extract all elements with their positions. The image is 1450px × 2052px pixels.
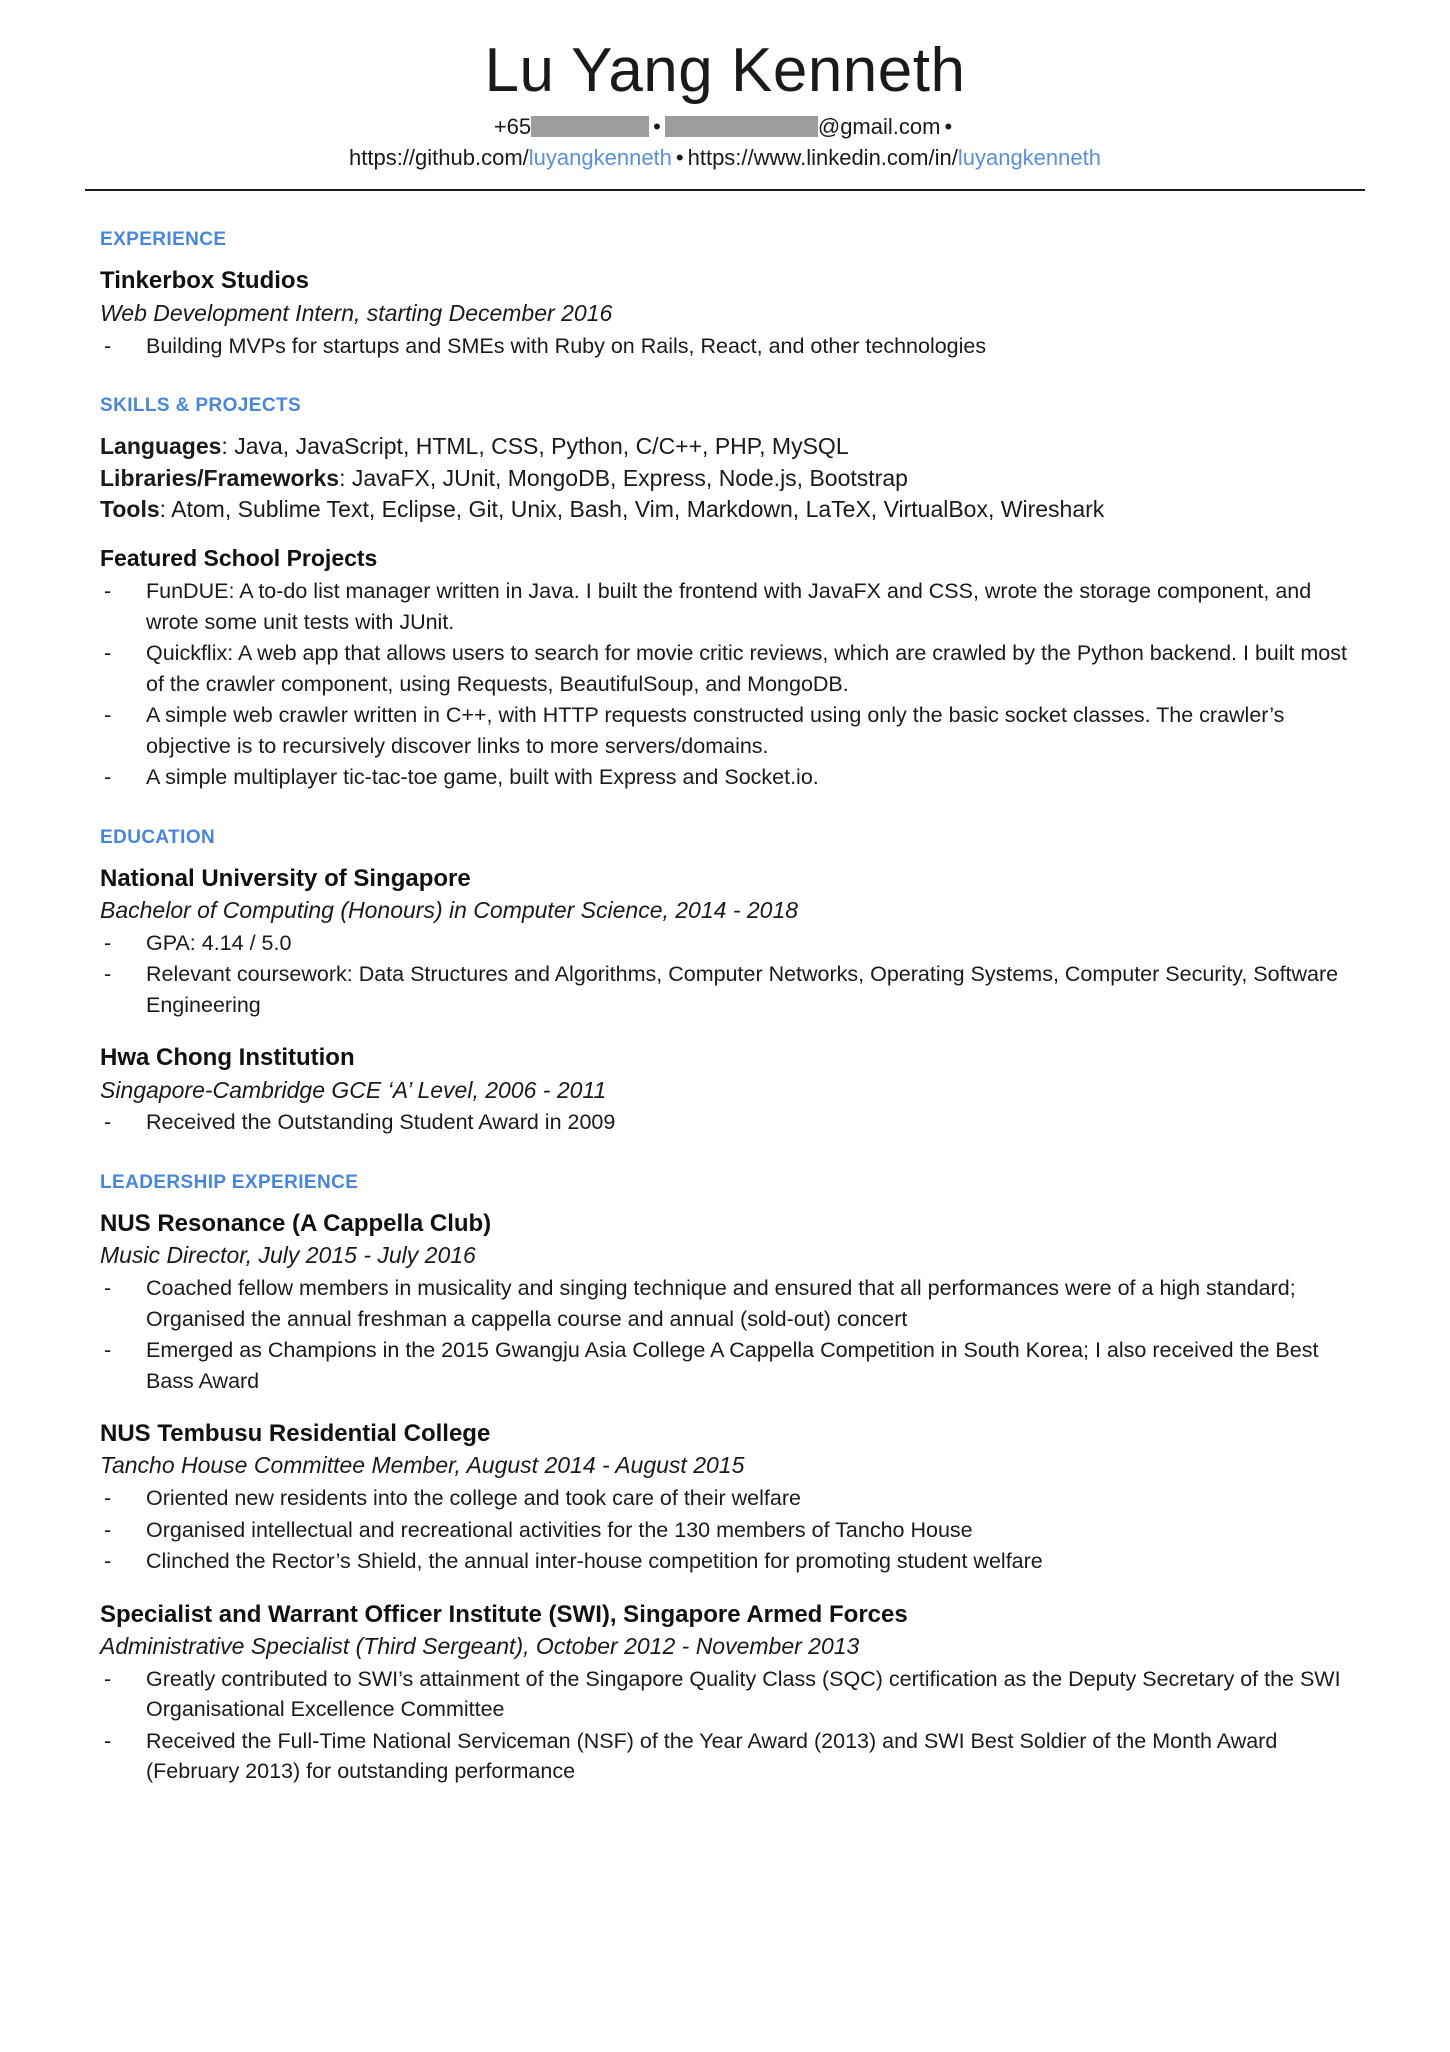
entry-organization: National University of Singapore — [100, 864, 471, 892]
list-item — [100, 959, 1365, 1020]
entry-bullet-list — [100, 1273, 1365, 1396]
bullet-text: Emerged as Champions in the 2015 Gwangju Asia College A Cappella Competition in South Korea; I also received the Best Bass Award — [146, 1338, 1319, 1393]
bullet-text: FunDUE: A to-do list manager written in Java. I built the frontend with JavaFX and CSS, wrote the storage component, and wrote some unit tests with JUnit. — [146, 579, 1312, 634]
contact-separator-3: • — [675, 145, 684, 171]
entry-bullet-list — [100, 1107, 1365, 1138]
section-heading-experience: EXPERIENCE — [100, 229, 227, 251]
contact-line-primary — [0, 111, 1450, 142]
bullet-dash-icon: - — [104, 1486, 112, 1511]
featured-projects-heading: Featured School Projects — [100, 545, 378, 572]
entry-role: Administrative Specialist (Third Sergeant), October 2012 - November 2013 — [100, 1632, 860, 1659]
list-item — [100, 1515, 1365, 1546]
bullet-text: Received the Full-Time National Serviceman (NSF) of the Year Award (2013) and SWI Best Soldier of the Month Award (February 2013) for outstanding performance — [146, 1728, 1278, 1784]
page-title: Lu Yang Kenneth — [484, 36, 966, 105]
featured-projects-entry — [100, 544, 1365, 793]
section-skills-projects — [100, 395, 1365, 793]
entry-role: Tancho House Committee Member, August 2014 - August 2015 — [100, 1452, 745, 1479]
section-leadership-experience — [100, 1172, 1365, 1787]
entry-bullet-list — [100, 1664, 1365, 1787]
list-item — [100, 331, 1365, 362]
experience-entry — [100, 265, 1365, 361]
phone-prefix: +65 — [493, 113, 532, 139]
education-entry-nus — [100, 863, 1365, 1021]
list-item — [100, 1107, 1365, 1138]
bullet-dash-icon: - — [104, 333, 112, 358]
education-entry-hwachong — [100, 1042, 1365, 1138]
bullet-dash-icon: - — [104, 579, 112, 604]
linkedin-handle-link[interactable]: luyangkenneth — [957, 145, 1101, 171]
github-handle-link[interactable]: luyangkenneth — [528, 145, 672, 171]
phone-redaction-bar — [531, 116, 649, 137]
entry-bullet-list — [100, 331, 1365, 362]
skills-label-tools: Tools — [100, 496, 160, 523]
list-item — [100, 638, 1365, 699]
bullet-dash-icon: - — [104, 1517, 112, 1542]
list-item — [100, 1546, 1365, 1577]
list-item — [100, 1335, 1365, 1396]
bullet-text: Clinched the Rector’s Shield, the annual inter-house competition for promoting student welfare — [146, 1549, 1043, 1574]
entry-bullet-list — [100, 928, 1365, 1021]
bullet-dash-icon: - — [104, 765, 112, 790]
bullet-text: Coached fellow members in musicality and singing technique and ensured that all performances were of a high standard; Organised the annual freshman a cappella course and annual (sold-out) concert — [146, 1276, 1296, 1331]
list-item — [100, 1273, 1365, 1334]
bullet-text: Greatly contributed to SWI’s attainment of the Singapore Quality Class (SQC) certification as the Deputy Secretary of the SWI Organisational Excellence Committee — [146, 1666, 1341, 1722]
list-item — [100, 576, 1365, 637]
bullet-text: Received the Outstanding Student Award in 2009 — [146, 1110, 616, 1135]
section-heading-skills: SKILLS & PROJECTS — [100, 395, 302, 417]
entry-degree: Bachelor of Computing (Honours) in Computer Science, 2014 - 2018 — [100, 896, 799, 923]
bullet-dash-icon: - — [104, 930, 112, 955]
bullet-text: Relevant coursework: Data Structures and Algorithms, Computer Networks, Operating Systems, Computer Security, Software Engineering — [146, 962, 1339, 1017]
skills-label-libraries: Libraries/Frameworks — [100, 464, 340, 491]
entry-role: Music Director, July 2015 - July 2016 — [100, 1242, 476, 1269]
skills-value-libraries: : JavaFX, JUnit, MongoDB, Express, Node.js, Bootstrap — [339, 464, 908, 491]
entry-role: Web Development Intern, starting December 2016 — [100, 299, 613, 326]
entry-organization: NUS Resonance (A Cappella Club) — [100, 1209, 492, 1237]
bullet-dash-icon: - — [104, 1728, 112, 1753]
entry-degree: Singapore-Cambridge GCE ‘A’ Level, 2006 - 2011 — [100, 1076, 607, 1103]
entry-organization: NUS Tembusu Residential College — [100, 1420, 491, 1448]
entry-bullet-list — [100, 1483, 1365, 1577]
bullet-text: Building MVPs for startups and SMEs with Ruby on Rails, React, and other technologies — [146, 333, 987, 358]
bullet-dash-icon: - — [104, 1549, 112, 1574]
email-domain: @gmail.com — [817, 113, 941, 139]
skills-line-libraries — [100, 463, 1365, 495]
bullet-dash-icon: - — [104, 1276, 112, 1301]
bullet-text: A simple web crawler written in C++, with HTTP requests constructed using only the basic socket classes. The crawler’s objective is to recursively discover links to more servers/domains. — [146, 703, 1285, 758]
skills-value-languages: : Java, JavaScript, HTML, CSS, Python, C/C++, PHP, MySQL — [221, 433, 849, 460]
contact-separator-2: • — [944, 113, 953, 139]
entry-organization: Tinkerbox Studios — [100, 267, 309, 295]
bullet-dash-icon: - — [104, 703, 112, 728]
list-item — [100, 928, 1365, 959]
resume-header — [0, 0, 1450, 191]
section-heading-education: EDUCATION — [100, 826, 216, 848]
linkedin-url-prefix: https://www.linkedin.com/in/ — [687, 145, 958, 171]
section-heading-leadership: LEADERSHIP EXPERIENCE — [100, 1171, 359, 1193]
skills-lines — [100, 431, 1365, 526]
bullet-dash-icon: - — [104, 1338, 112, 1363]
bullet-text: Oriented new residents into the college and took care of their welfare — [146, 1486, 801, 1511]
resume-body — [0, 229, 1450, 1786]
header-divider — [85, 189, 1365, 191]
bullet-dash-icon: - — [104, 1666, 112, 1691]
bullet-text: GPA: 4.14 / 5.0 — [146, 930, 292, 955]
list-item — [100, 700, 1365, 761]
bullet-text: A simple multiplayer tic-tac-toe game, built with Express and Socket.io. — [146, 765, 819, 790]
entry-organization: Hwa Chong Institution — [100, 1044, 355, 1072]
skills-line-tools — [100, 494, 1365, 526]
list-item — [100, 1726, 1365, 1787]
email-redaction-bar — [665, 116, 818, 137]
list-item — [100, 1483, 1365, 1514]
leadership-entry-resonance — [100, 1208, 1365, 1396]
featured-projects-list — [100, 576, 1365, 793]
leadership-entry-tembusu — [100, 1418, 1365, 1577]
bullet-dash-icon: - — [104, 641, 112, 666]
skills-value-tools: : Atom, Sublime Text, Eclipse, Git, Unix, Bash, Vim, Markdown, LaTeX, VirtualBox, Wireshark — [159, 496, 1105, 523]
section-experience — [100, 229, 1365, 361]
bullet-text: Quickflix: A web app that allows users to search for movie critic reviews, which are crawled by the Python backend. I built most of the crawler component, using Requests, BeautifulSoup, and MongoDB. — [146, 641, 1347, 696]
leadership-entry-swi — [100, 1599, 1365, 1787]
list-item — [100, 762, 1365, 793]
bullet-text: Organised intellectual and recreational activities for the 130 members of Tancho House — [146, 1517, 973, 1542]
contact-line-links — [0, 142, 1450, 173]
github-url-prefix: https://github.com/ — [349, 145, 529, 171]
skills-line-languages — [100, 431, 1365, 463]
skills-label-languages: Languages — [100, 433, 222, 460]
list-item — [100, 1664, 1365, 1725]
entry-organization: Specialist and Warrant Officer Institute (SWI), Singapore Armed Forces — [100, 1600, 908, 1628]
bullet-dash-icon: - — [104, 1110, 112, 1135]
contact-separator-1: • — [653, 113, 661, 139]
bullet-dash-icon: - — [104, 962, 112, 987]
section-education — [100, 827, 1365, 1138]
